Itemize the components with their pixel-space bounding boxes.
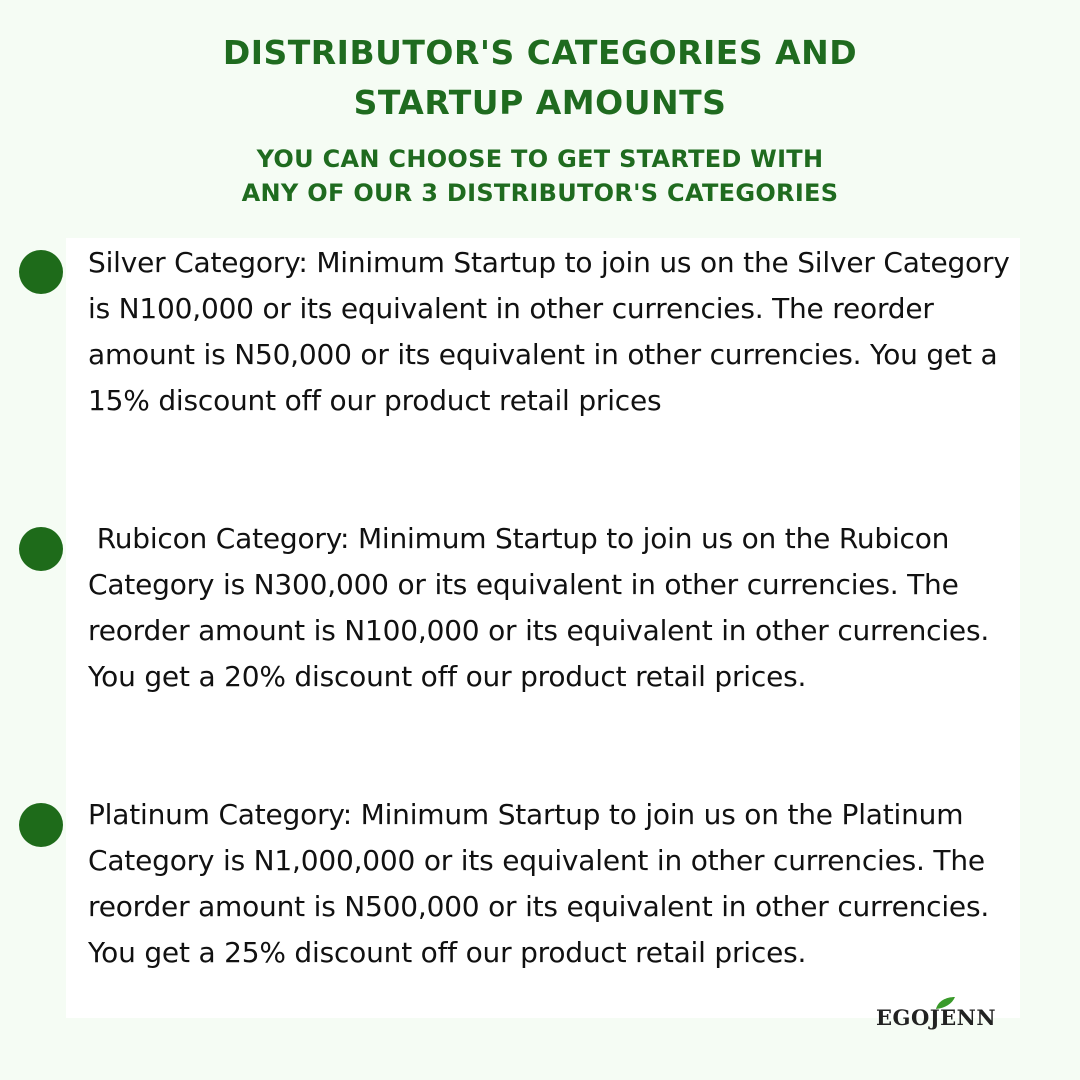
bullet-dot-icon — [19, 250, 63, 294]
subtitle-line-1: YOU CAN CHOOSE TO GET STARTED WITH — [256, 145, 824, 173]
brand-logo: EGOJENN — [876, 1005, 997, 1030]
subtitle-line-2: ANY OF OUR 3 DISTRIBUTOR'S CATEGORIES — [241, 179, 839, 207]
category-rubicon-text: Rubicon Category: Minimum Startup to join us on the Rubicon Category is N300,000 or its equivalent in other currencies. The reorder amount is N100,000 or its equivalent in other currencies. You get a 20% discount off our product retail prices. — [88, 522, 998, 693]
bullet-dot-icon — [19, 803, 63, 847]
title-line-1: DISTRIBUTOR'S CATEGORIES AND — [222, 33, 858, 72]
page-title — [0, 28, 1080, 128]
category-silver-text: Silver Category: Minimum Startup to join us on the Silver Category is N100,000 or its equivalent in other currencies. The reorder amount is N50,000 or its equivalent in other currencies. You get a 15% discount off our product retail prices — [88, 246, 1019, 417]
category-platinum-text: Platinum Category: Minimum Startup to join us on the Platinum Category is N1,000,000 or its equivalent in other currencies. The reorder amount is N500,000 or its equivalent in other currencies. You get a 25% discount off our product retail prices. — [88, 798, 998, 969]
bullet-dot-icon — [19, 527, 63, 571]
page-subtitle — [0, 142, 1080, 210]
title-line-2: STARTUP AMOUNTS — [353, 83, 727, 122]
